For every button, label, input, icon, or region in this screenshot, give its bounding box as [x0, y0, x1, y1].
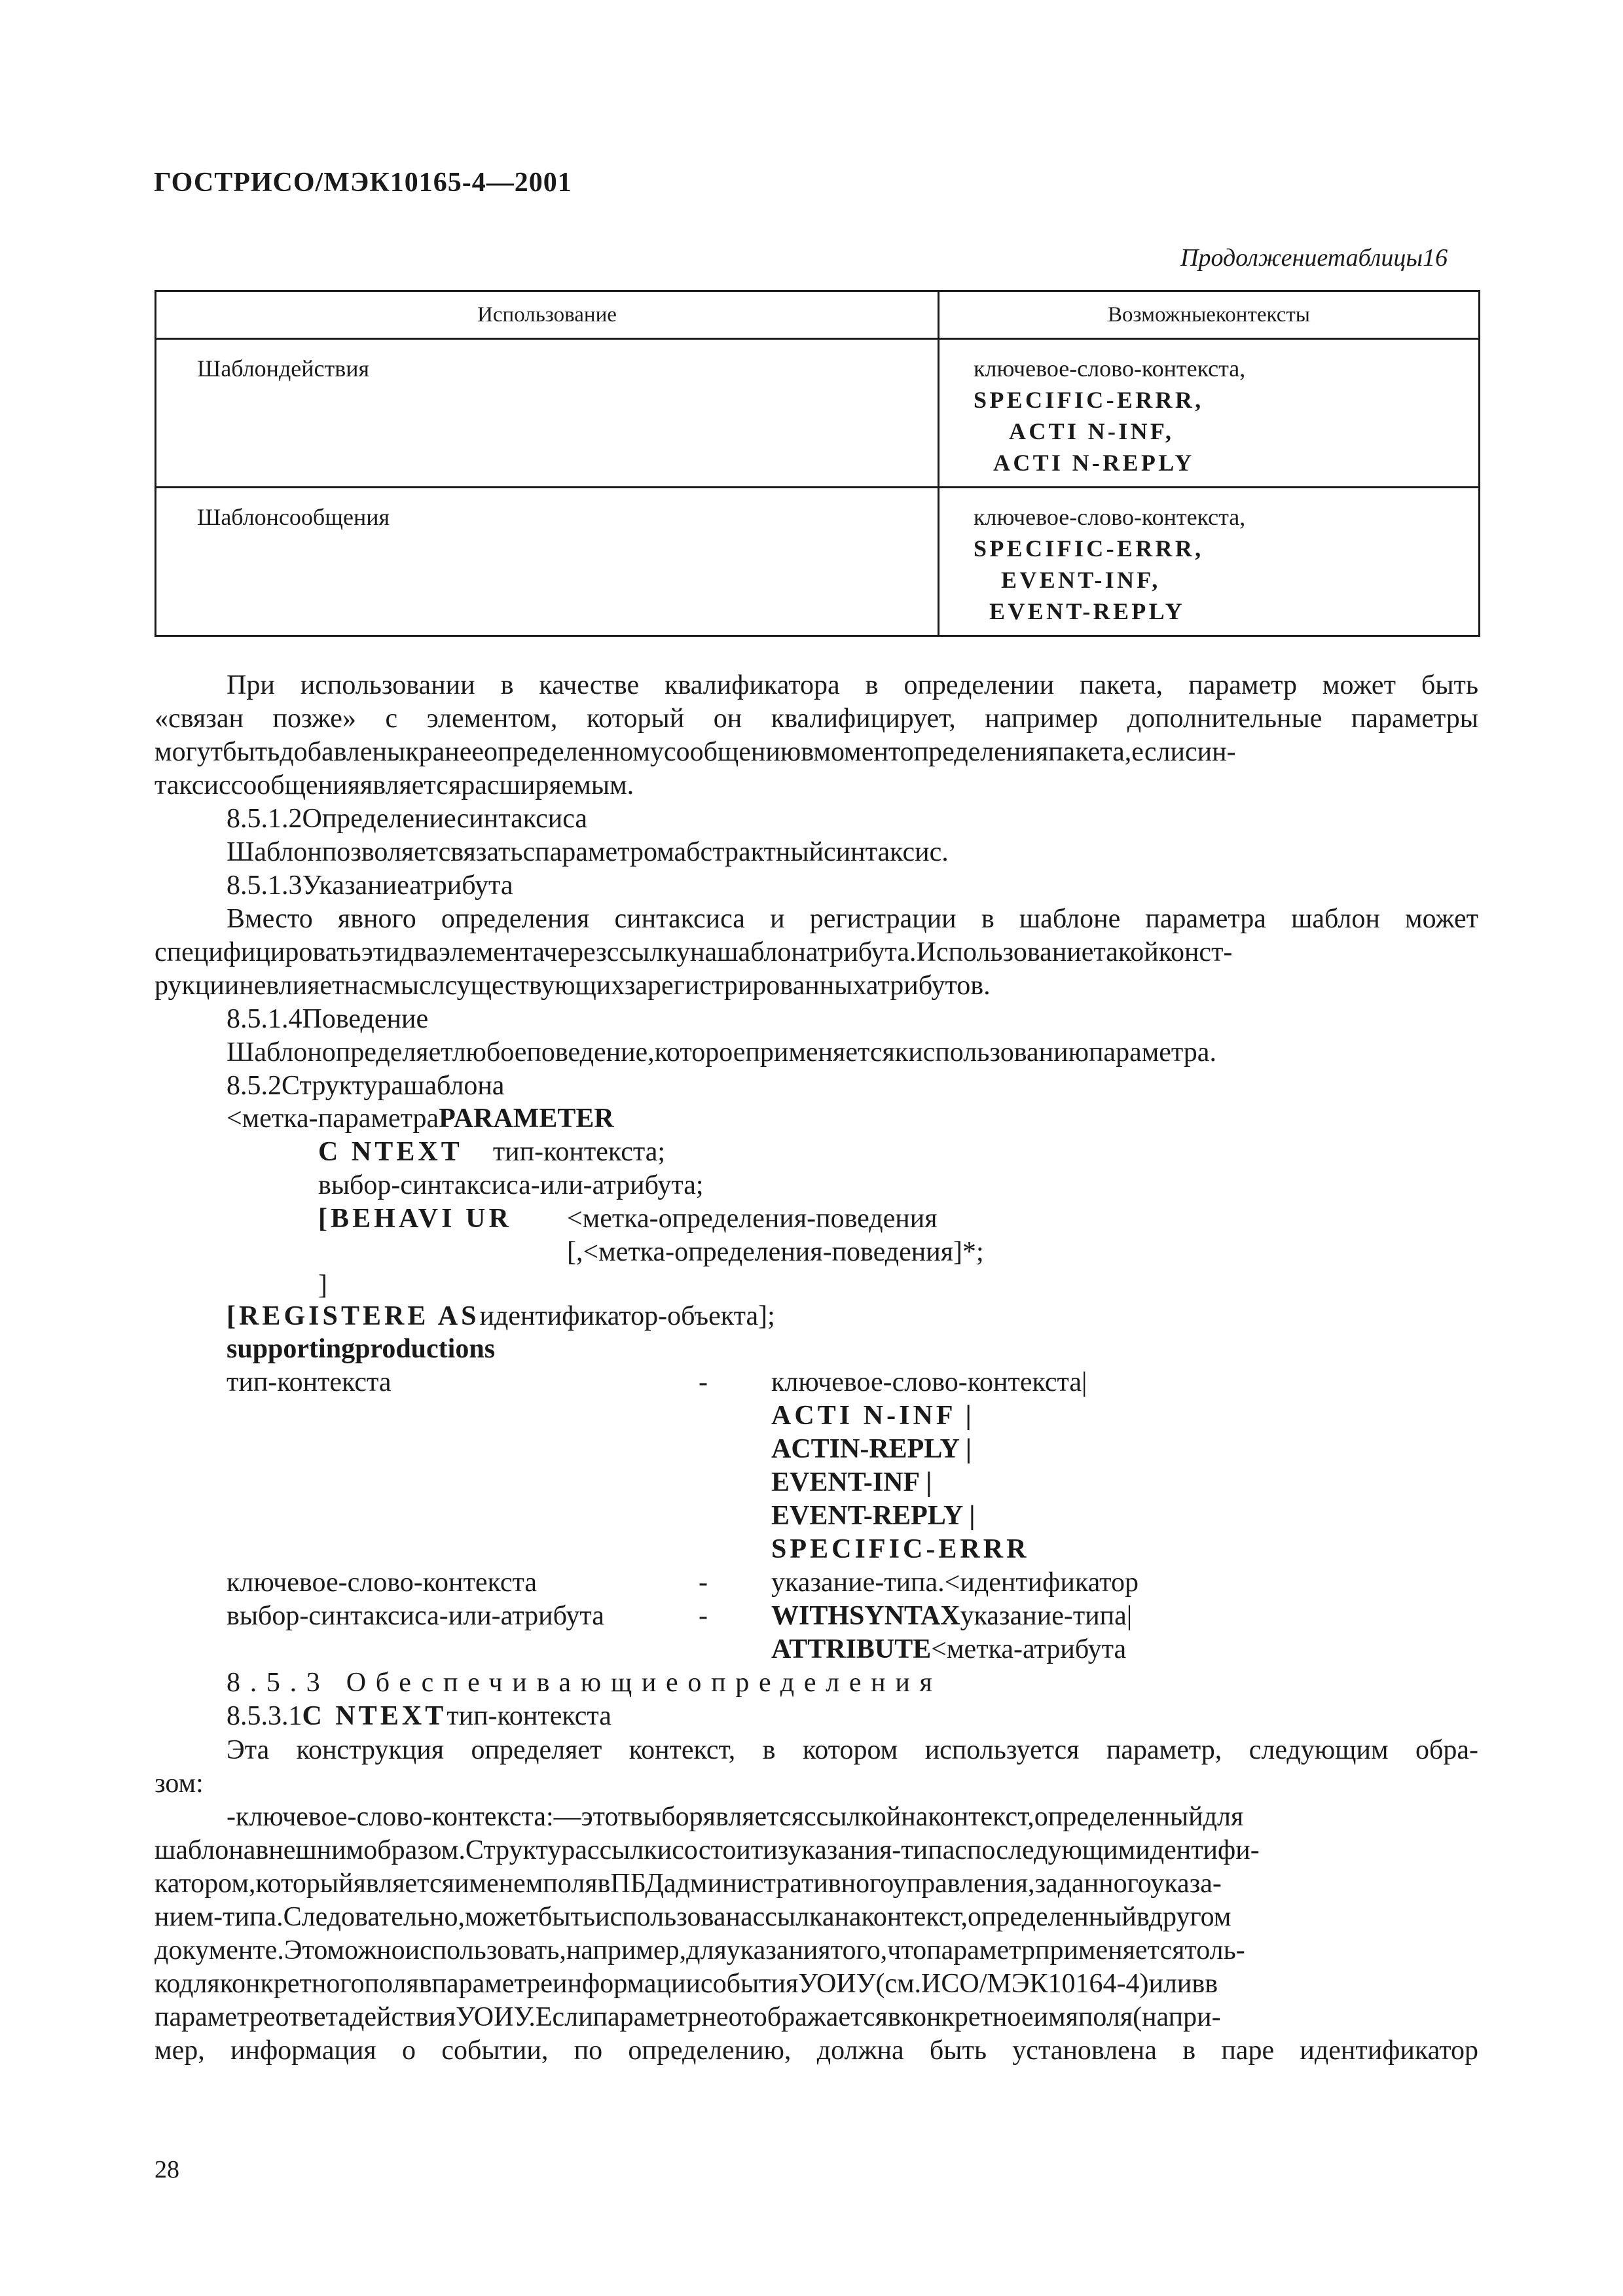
production-dash: -: [699, 1367, 708, 1397]
paragraph-line: мер, информация о событии, по определению, должна быть установлена в паре идентификатор: [155, 2036, 1478, 2066]
body-text: [155, 669, 1478, 1103]
template-line: <метка-определения-поведения: [567, 1204, 938, 1234]
paragraph-line: При использовании в качестве квалификатора в определении пакета, параметр может быть: [227, 670, 1478, 700]
template-line: [REGISTERE ASидентификатор-объекта];: [227, 1301, 775, 1331]
paragraph-line: «связан позже» с элементом, который он квалифицирует, например дополнительные параметры: [155, 704, 1478, 734]
production-name: ключевое-слово-контекста: [227, 1568, 537, 1598]
paragraph-line: -ключевое-слово-контекста:—этотвыборявляетсяссылкойнаконтекст,определенныйдля: [227, 1802, 1244, 1832]
production-alt: ACTI N-INF |: [771, 1401, 975, 1431]
context-item: SPECIFIC-ERRR,: [974, 387, 1204, 413]
context-table: [155, 290, 1480, 637]
production-value: WITHSYNTAXуказание-типа|: [771, 1601, 1133, 1631]
template-line: ]: [318, 1270, 327, 1300]
production-dash: -: [699, 1601, 708, 1631]
paragraph-line: Шаблонпозволяетсвязатьспараметромабстрактныйсинтаксис.: [227, 837, 949, 867]
production-value: ATTRIBUTE<метка-атрибута: [771, 1634, 1127, 1664]
production-alt: EVENT-INF |: [771, 1467, 932, 1498]
template-line: [BEHAVI UR: [318, 1204, 512, 1234]
section-heading-8-5-2: 8.5.2Структурашаблона: [227, 1071, 505, 1101]
production-alt: SPECIFIC-ERRR: [771, 1534, 1030, 1564]
production-name: выбор-синтаксиса-или-атрибута: [227, 1601, 604, 1631]
paragraph-line: таксиссообщенияявляетсярасширяемым.: [155, 770, 634, 800]
usage-cell: Шаблондействия: [156, 339, 939, 488]
section-heading-8-5-3-1: 8.5.3.1C NTEXTтип-контекста: [227, 1701, 611, 1731]
paragraph-line: рукцииневлияетнасмыслсуществующихзарегистрированныхатрибутов.: [155, 971, 991, 1001]
paragraph-line: параметреответадействияУОИУ.Еслипараметрнеотображаетсявконкретноеимяполя(напри-: [155, 2002, 1221, 2032]
paragraph-line: Эта конструкция определяет контекст, в котором используется параметр, следующим обра-: [227, 1735, 1478, 1765]
context-item: ACTI N-REPLY: [993, 450, 1195, 476]
table-caption: Продолжениетаблицы16: [1180, 244, 1448, 272]
production-alt: EVENT-REPLY |: [771, 1501, 976, 1531]
paragraph-line: нием-типа.Следовательно,можетбытьиспользованассылканаконтекст,определенныйвдругом: [155, 1902, 1231, 1932]
paragraph-line: катором,которыйявляетсяименемполявПБДадминистративногоуправления,заданногоуказа-: [155, 1869, 1222, 1899]
table-row: [156, 488, 1480, 636]
context-item: SPECIFIC-ERRR,: [974, 535, 1204, 562]
contexts-cell: [939, 339, 1480, 488]
paragraph-line: Вместо явного определения синтаксиса и регистрации в шаблоне параметра шаблон может: [227, 904, 1478, 934]
production-alt: ACTIN-REPLY |: [771, 1434, 972, 1464]
paragraph-line: зом:: [155, 1768, 204, 1799]
template-line: <метка-параметраPARAMETER: [227, 1103, 614, 1134]
section-heading-8-5-1-2: 8.5.1.2Определениесинтаксиса: [227, 804, 588, 834]
body-text: [155, 1734, 1478, 2068]
section-heading-8-5-1-4: 8.5.1.4Поведение: [227, 1004, 429, 1034]
template-line: C NTEXT тип-контекста;: [318, 1137, 666, 1167]
document-header: ГОСТРИСО/МЭК10165-4—2001: [154, 168, 572, 198]
column-header-usage: Использование: [156, 291, 939, 339]
section-heading-8-5-3: 8.5.3 Обеспечивающиеопределения: [227, 1668, 942, 1698]
paragraph-line: Шаблонопределяетлюбоеповедение,котороеприменяетсякиспользованиюпараметра.: [227, 1037, 1216, 1067]
table-header-row: [156, 291, 1480, 339]
context-item: ACTI N-INF,: [1009, 418, 1175, 444]
context-item: EVENT-REPLY: [989, 598, 1185, 624]
contexts-cell: [939, 488, 1480, 636]
paragraph-line: специфицироватьэтидваэлементачерезссылкунашаблонатрибута.Использованиетакойконст-: [155, 937, 1233, 967]
template-line: [,<метка-определения-поведения]*;: [567, 1237, 984, 1267]
context-item: ключевое-слово-контекста,: [974, 355, 1246, 382]
paragraph-line: шаблонавнешнимобразом.Структурассылкисостоитизуказания-типаспоследующимидентифи-: [155, 1835, 1260, 1865]
template-line: выбор-синтаксиса-или-атрибута;: [318, 1170, 704, 1200]
page-number: 28: [155, 2156, 179, 2183]
template-line: supportingproductions: [227, 1334, 496, 1364]
paragraph-line: кодляконкретногополявпараметреинформациисобытияУОИУ(см.ИСО/МЭК10164-4)иливв: [155, 1969, 1218, 1999]
paragraph-line: документе.Этоможноиспользовать,например,дляуказаниятого,чтопараметрприменяетсятоль-: [155, 1935, 1245, 1965]
production-name: тип-контекста: [227, 1367, 392, 1397]
production-dash: -: [699, 1568, 708, 1598]
table-row: [156, 339, 1480, 488]
production-value: указание-типа.<идентификатор: [771, 1568, 1139, 1598]
context-item: EVENT-INF,: [1001, 567, 1161, 593]
usage-cell: Шаблонсообщения: [156, 488, 939, 636]
paragraph-line: могутбытьдобавленыкранееопределенномусообщениювмоментопределенияпакета,еслисин-: [155, 737, 1236, 767]
section-heading-8-5-1-3: 8.5.1.3Указаниеатрибута: [227, 870, 513, 901]
production-alt: ключевое-слово-контекста|: [771, 1367, 1087, 1397]
context-item: ключевое-слово-контекста,: [974, 504, 1246, 530]
column-header-contexts: Возможныеконтексты: [939, 291, 1480, 339]
